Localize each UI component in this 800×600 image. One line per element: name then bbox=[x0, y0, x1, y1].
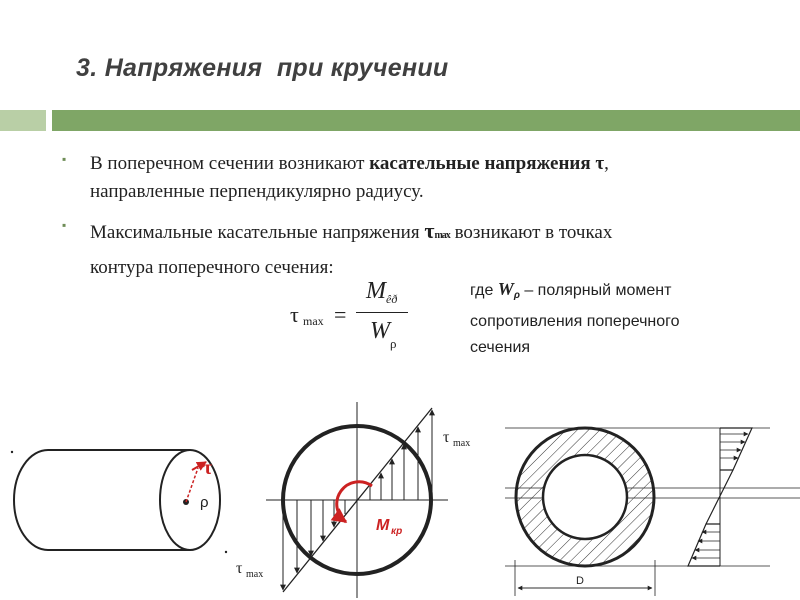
moment-label: M bbox=[376, 517, 390, 534]
title-bar-left bbox=[0, 110, 46, 131]
formula-denominator: W bbox=[370, 318, 390, 344]
note-w-sub: ρ bbox=[513, 290, 520, 301]
tau-subscript: max bbox=[434, 230, 450, 241]
stress-arrows-bottom bbox=[283, 500, 345, 590]
cyl-tau-label: τ bbox=[203, 457, 213, 479]
bullet-1-bold: касательные напряжения τ bbox=[369, 153, 605, 174]
tau-max-top-label: τ bbox=[443, 429, 450, 446]
cylinder-left-end bbox=[14, 450, 48, 550]
bullet-2 bbox=[90, 215, 780, 284]
bullet-2-text-b: возникают в точках bbox=[449, 222, 613, 243]
cylinder-diagram bbox=[11, 450, 227, 553]
formula-lhs-sub: max bbox=[303, 314, 324, 328]
formula-numerator: M bbox=[366, 278, 386, 304]
bullet-2-text-a: Максимальные касательные напряжения bbox=[90, 222, 425, 243]
stress-arrows-top bbox=[370, 410, 432, 500]
tau-symbol: τ bbox=[424, 218, 435, 243]
bullet-1-line2: направленные перпендикулярно радиусу. bbox=[90, 181, 424, 202]
note-prefix: где bbox=[470, 282, 498, 299]
formula-tau-max bbox=[290, 278, 450, 358]
note-line3: сечения bbox=[470, 339, 531, 356]
moment-sub: кр bbox=[391, 526, 403, 537]
slide-title: 3. Напряжения при кручении bbox=[76, 54, 449, 82]
bullet-marker-2: ▪ bbox=[62, 218, 67, 232]
cyl-rho-label: ρ bbox=[200, 494, 209, 511]
bullet-1-text-a: В поперечном сечении возникают bbox=[90, 153, 370, 174]
bullet-2-line2: контура поперечного сечения: bbox=[90, 257, 334, 278]
formula-lhs: τ bbox=[290, 302, 299, 327]
note-w: W bbox=[497, 279, 514, 299]
radius-line bbox=[186, 468, 198, 502]
formula-numerator-sub: êð bbox=[386, 292, 398, 306]
bullet-1 bbox=[90, 150, 780, 206]
diameter-label: D bbox=[576, 575, 584, 587]
inner-circle bbox=[543, 455, 627, 539]
tau-max-bottom-label: τ bbox=[236, 560, 243, 577]
tau-max-bottom-sub: max bbox=[246, 569, 264, 580]
note-rest: – полярный момент bbox=[519, 282, 672, 299]
torsion-diagrams bbox=[0, 380, 800, 600]
tau-max-top-sub: max bbox=[453, 438, 471, 449]
hollow-section-diagram bbox=[505, 428, 800, 596]
formula-denominator-sub: ρ bbox=[390, 336, 397, 351]
polar-moment-note bbox=[470, 276, 770, 361]
title-bar-right bbox=[52, 110, 800, 131]
dot-mark bbox=[11, 451, 13, 453]
note-line2: сопротивления поперечного bbox=[470, 313, 680, 330]
formula-equals: = bbox=[334, 302, 347, 327]
section-stress-diagram bbox=[236, 402, 470, 598]
stress-profile-bottom bbox=[688, 524, 720, 566]
bullet-1-text-b: , bbox=[604, 153, 609, 174]
fraction-line bbox=[356, 312, 408, 313]
bullet-marker-1: ▪ bbox=[62, 152, 67, 166]
dot-mark bbox=[225, 551, 227, 553]
